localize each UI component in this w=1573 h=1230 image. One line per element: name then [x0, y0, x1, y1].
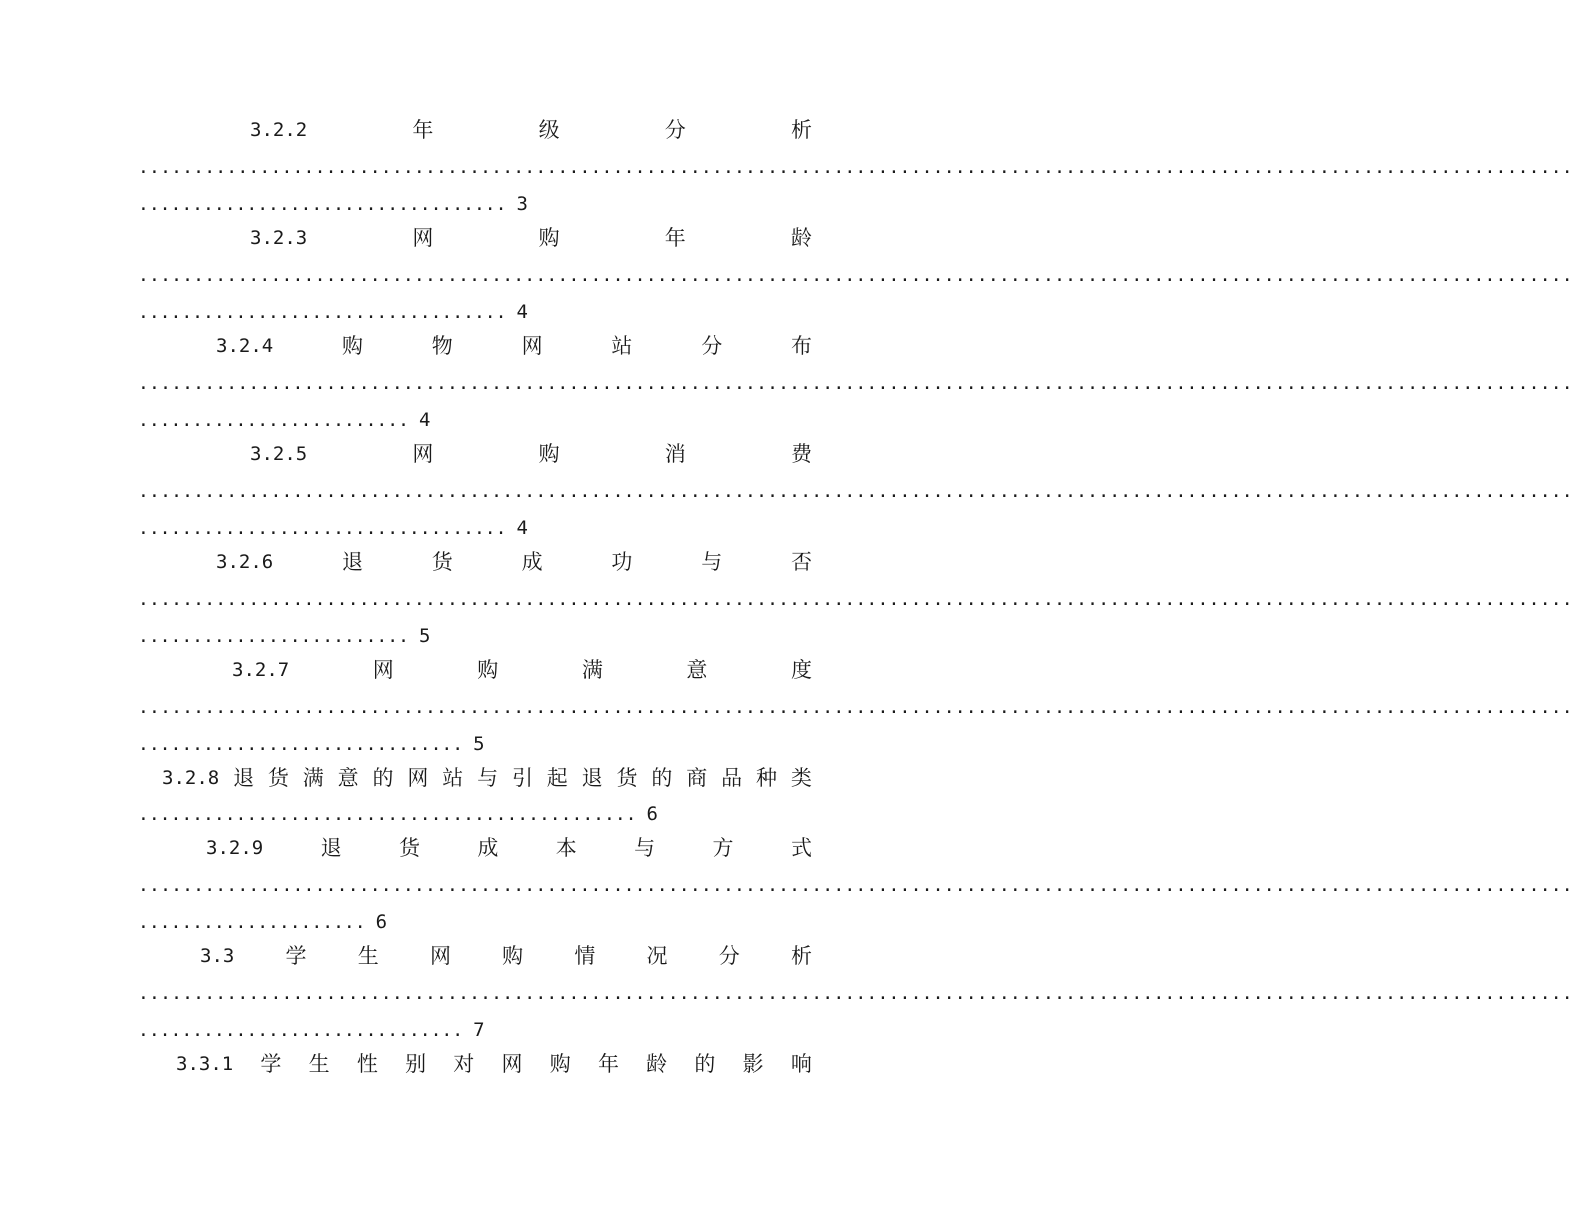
title-char: 情	[574, 944, 596, 968]
title-char: 影	[742, 1052, 764, 1076]
title-char: 成	[477, 836, 499, 860]
page-number: 5	[473, 733, 485, 755]
title-char: 满	[581, 658, 603, 682]
title-char: 网	[501, 1052, 523, 1076]
title-char: 网	[429, 944, 451, 968]
title-char: 费	[790, 442, 812, 466]
page-number: 7	[473, 1019, 485, 1041]
leader-dots: ..................................	[138, 302, 507, 323]
leader-line-last	[138, 1012, 485, 1048]
title-char: 分	[718, 944, 740, 968]
title-char: 意	[686, 658, 708, 682]
title-char: 度	[790, 658, 812, 682]
title-char: 龄	[646, 1052, 668, 1076]
title-char: 性	[356, 1052, 378, 1076]
title-char: 意	[337, 766, 359, 790]
section-number: 3.3	[200, 945, 235, 967]
leader-dots: .....................	[138, 912, 366, 933]
title-char: 功	[611, 550, 633, 574]
title-char: 商	[686, 766, 708, 790]
title-char: 方	[712, 836, 734, 860]
leader-dots: ..................................................................................................................................	[138, 373, 1573, 394]
leader-line-last	[138, 726, 485, 762]
page-number: 5	[418, 625, 431, 647]
title-char: 种	[755, 766, 777, 790]
page-number: 6	[646, 803, 658, 825]
title-char: 年	[664, 226, 686, 250]
title-char: 物	[431, 334, 453, 358]
title-char: 货	[616, 766, 638, 790]
title-char: 的	[694, 1052, 716, 1076]
title-char: 引	[511, 766, 533, 790]
title-char: 级	[538, 118, 560, 142]
leader-line-last	[138, 186, 528, 222]
section-number: 3.3.1	[176, 1053, 234, 1075]
toc-title-line	[216, 544, 812, 580]
toc-title-line	[162, 760, 812, 796]
leader-dots: ..................................................................................................................................	[138, 875, 1573, 896]
title-char: 龄	[790, 226, 812, 250]
toc-title-line	[216, 328, 812, 364]
section-number: 3.2.3	[250, 227, 308, 249]
toc-title-line	[250, 436, 812, 472]
title-char: 否	[790, 550, 812, 574]
leader-line-last	[138, 294, 528, 330]
leader-dots: ..................................	[138, 518, 507, 539]
title-char: 的	[651, 766, 673, 790]
title-char: 网	[521, 334, 543, 358]
leader-dots: ..............................	[138, 1020, 464, 1041]
toc-title-line	[250, 112, 812, 148]
title-char: 生	[308, 1052, 330, 1076]
section-number: 3.2.4	[216, 335, 274, 357]
leader-line-last	[138, 618, 430, 654]
page-number: 6	[375, 911, 388, 933]
title-char: 退	[320, 836, 342, 860]
title-char: 站	[442, 766, 464, 790]
title-char: 析	[790, 944, 812, 968]
title-char: 网	[412, 442, 434, 466]
title-char: 年	[412, 118, 434, 142]
title-char: 学	[260, 1052, 282, 1076]
leader-dots: ..................................................................................................................................	[138, 697, 1573, 718]
title-char: 与	[477, 766, 499, 790]
title-char: 响	[790, 1052, 812, 1076]
title-char: 退	[233, 766, 255, 790]
title-char: 消	[664, 442, 686, 466]
leader-dots: ..................................................................................................................................	[138, 983, 1573, 1004]
title-char: 布	[790, 334, 812, 358]
leader-dots: ..................................................................................................................................	[138, 589, 1573, 610]
title-char: 满	[302, 766, 324, 790]
section-number: 3.2.2	[250, 119, 308, 141]
title-char: 购	[538, 442, 560, 466]
leader-dots: .........................	[138, 410, 409, 431]
leader-line-last	[138, 510, 528, 546]
title-char: 与	[701, 550, 723, 574]
section-number: 3.2.5	[250, 443, 308, 465]
title-char: 退	[342, 550, 363, 574]
leader-dots: ..............................................	[138, 804, 637, 825]
title-char: 本	[555, 836, 577, 860]
title-char: 别	[405, 1052, 427, 1076]
page-number: 3	[516, 193, 528, 215]
title-char: 类	[790, 766, 812, 790]
toc-title-line	[176, 1046, 812, 1082]
page-number: 4	[516, 517, 528, 539]
title-char: 对	[453, 1052, 475, 1076]
toc-title-line	[206, 830, 812, 866]
title-char: 退	[581, 766, 603, 790]
page-number: 4	[418, 409, 431, 431]
title-char: 购	[477, 658, 499, 682]
title-char: 品	[721, 766, 743, 790]
leader-dots: ..................................	[138, 194, 507, 215]
title-char: 生	[357, 944, 379, 968]
section-number: 3.2.8	[162, 767, 220, 789]
leader-line-last	[138, 796, 658, 832]
leader-dots: ..............................	[138, 734, 464, 755]
title-char: 购	[502, 944, 524, 968]
leader-dots: ..................................................................................................................................	[138, 481, 1573, 502]
title-char: 货	[398, 836, 420, 860]
leader-line-last	[138, 904, 387, 940]
leader-dots: ..................................................................................................................................	[138, 265, 1573, 286]
title-char: 站	[611, 334, 633, 358]
title-char: 购	[342, 334, 363, 358]
title-char: 分	[701, 334, 723, 358]
section-number: 3.2.6	[216, 551, 274, 573]
title-char: 购	[538, 226, 560, 250]
title-char: 货	[267, 766, 289, 790]
title-char: 起	[546, 766, 568, 790]
title-char: 购	[549, 1052, 571, 1076]
title-char: 学	[285, 944, 307, 968]
title-char: 分	[664, 118, 686, 142]
leader-line-last	[138, 402, 430, 438]
title-char: 与	[634, 836, 656, 860]
title-char: 式	[790, 836, 812, 860]
title-char: 况	[646, 944, 668, 968]
title-char: 网	[412, 226, 434, 250]
leader-dots: ..................................................................................................................................	[138, 157, 1573, 178]
title-char: 网	[407, 766, 429, 790]
title-char: 析	[790, 118, 812, 142]
title-char: 货	[431, 550, 453, 574]
leader-dots: .........................	[138, 626, 409, 647]
title-char: 年	[597, 1052, 619, 1076]
title-char: 的	[372, 766, 394, 790]
title-char: 网	[372, 658, 394, 682]
section-number: 3.2.9	[206, 837, 264, 859]
page-number: 4	[516, 301, 528, 323]
toc-title-line	[250, 220, 812, 256]
toc-title-line	[232, 652, 812, 688]
title-char: 成	[521, 550, 543, 574]
toc-title-line	[200, 938, 812, 974]
section-number: 3.2.7	[232, 659, 290, 681]
